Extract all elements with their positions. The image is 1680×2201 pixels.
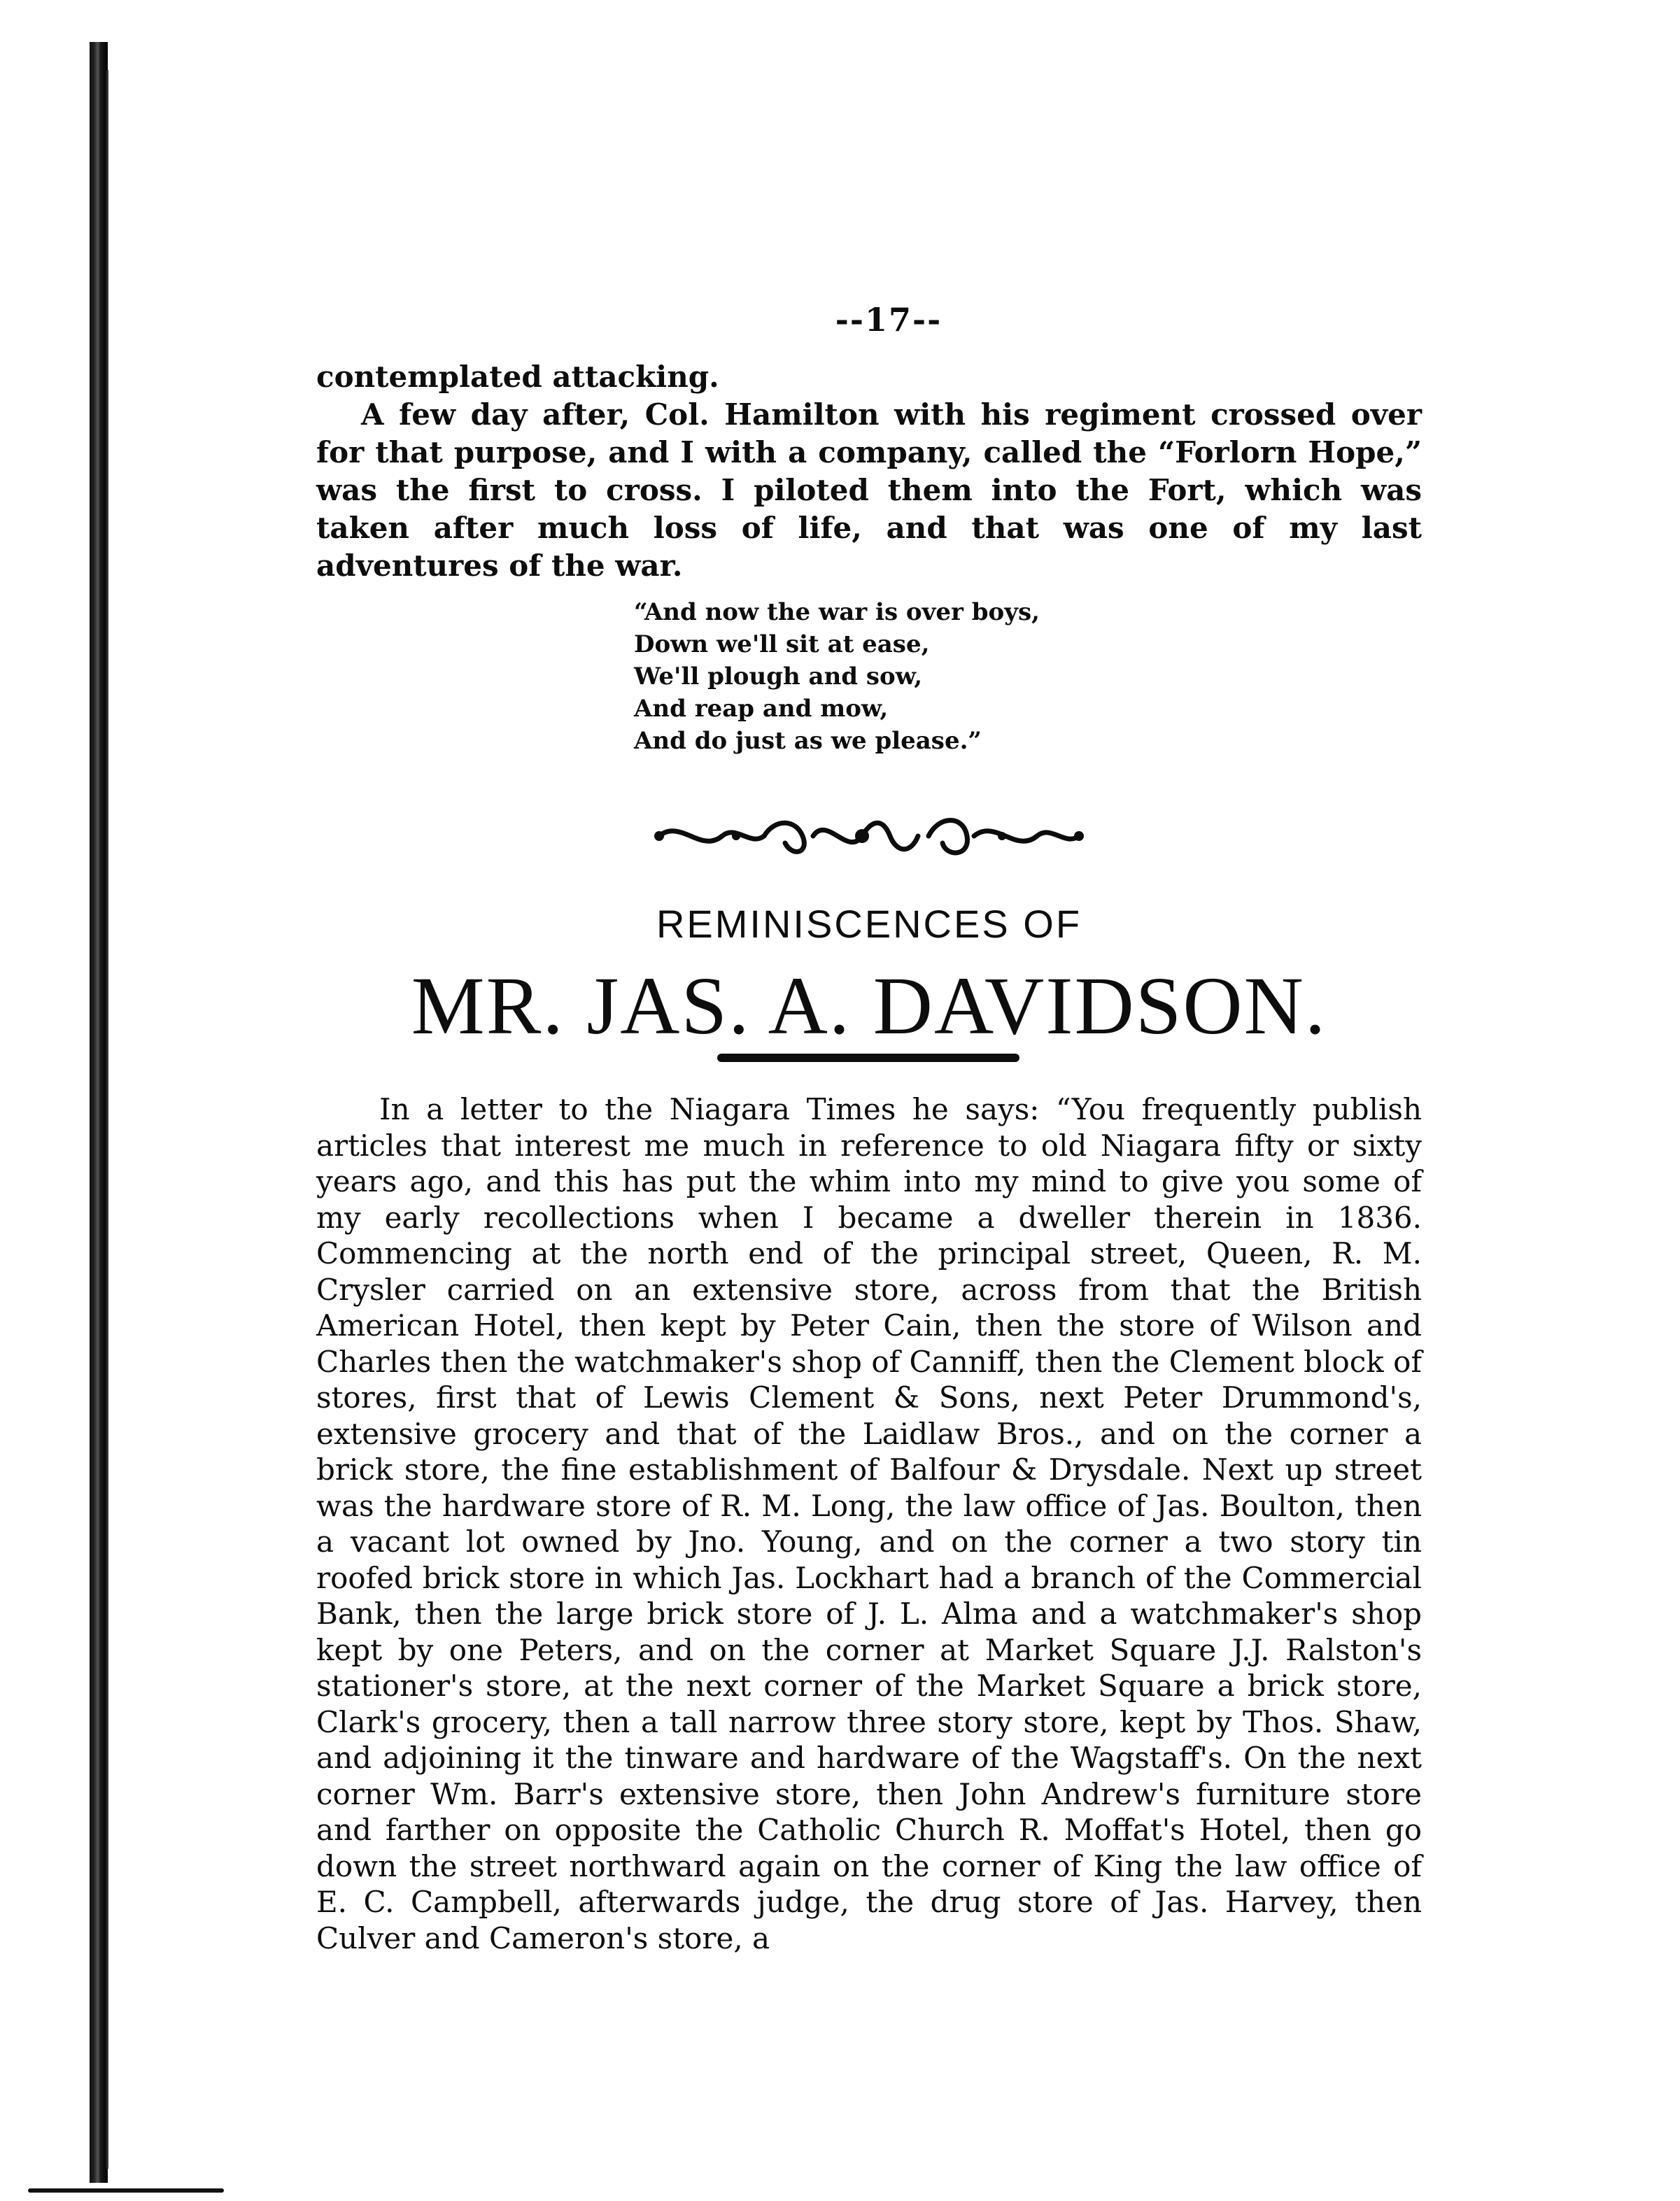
continuation-line: contemplated attacking. (316, 360, 719, 394)
poem-verse (634, 596, 1194, 757)
poem-line: We'll plough and sow, (634, 663, 923, 691)
poem-line: Down we'll sit at ease, (634, 630, 930, 658)
decorative-ornament-divider (652, 805, 1086, 868)
opening-text-block (316, 358, 1422, 585)
page-binding-line (106, 70, 108, 2169)
poem-line: “And now the war is over boys, (634, 598, 1040, 626)
page-base-line (28, 2188, 224, 2193)
poem-line: And reap and mow, (634, 695, 889, 723)
paragraph-davidson-letter: In a letter to the Niagara Times he says: “You frequently publish articles that interest me much in reference to old Niagara fifty or sixty years ago, and this has put the whim into my mind to give you some of my early recollections when I became a dweller therein in 1836. Commencing at the north end of the principal street, Queen, R. M. Crysler carried on an extensive store, across from that the British American Hotel, then kept by Peter Cain, then the store of Wilson and Charles then the watchmaker's shop of Canniff, then the Clement block of stores, first that of Lewis Clement & Sons, next Peter Drummond's, extensive grocery and that of the Laidlaw Bros., and on the corner a brick store, the fine establishment of Balfour & Drysdale. Next up street was the hardware store of R. M. Long, the law office of Jas. Boulton, then a vacant lot owned by Jno. Young, and on the corner a two story tin roofed brick store in which Jas. Lockhart had a branch of the Commercial Bank, then the large brick store of J. L. Alma and a watchmaker's shop kept by one Peters, and on the corner at Market Square J.J. Ralston's stationer's store, at the next corner of the Market Square a brick store, Clark's grocery, then a tall narrow three story store, kept by Thos. Shaw, and adjoining it the tinware and hardware of the Wagstaff's. On the next corner Wm. Barr's extensive store, then John Andrew's furniture store and farther on opposite the Catholic Church R. Moffat's Hotel, then go down the street northward again on the corner of King the law office of E. C. Campbell, afterwards judge, the drug store of Jas. Harvey, then Culver and Cameron's store, a (316, 1092, 1422, 1955)
section-heading-reminiscences: REMINISCENCES OF (656, 902, 1082, 946)
poem-line: And do just as we please.” (634, 727, 982, 755)
section-heading-name: MR. JAS. A. DAVIDSON. (411, 960, 1327, 1052)
page-number: --17-- (835, 301, 943, 339)
page-binding-edge (90, 42, 108, 2183)
heading-underline-rule (717, 1054, 1019, 1062)
paragraph-war-ending: A few day after, Col. Hamilton with his regiment crossed over for that purpose, and I with a company, called the “Forlorn Hope,” was the first to cross. I piloted them into the Fort, which was taken after much loss of life, and that was one of my last adventures of the war. (316, 397, 1422, 583)
